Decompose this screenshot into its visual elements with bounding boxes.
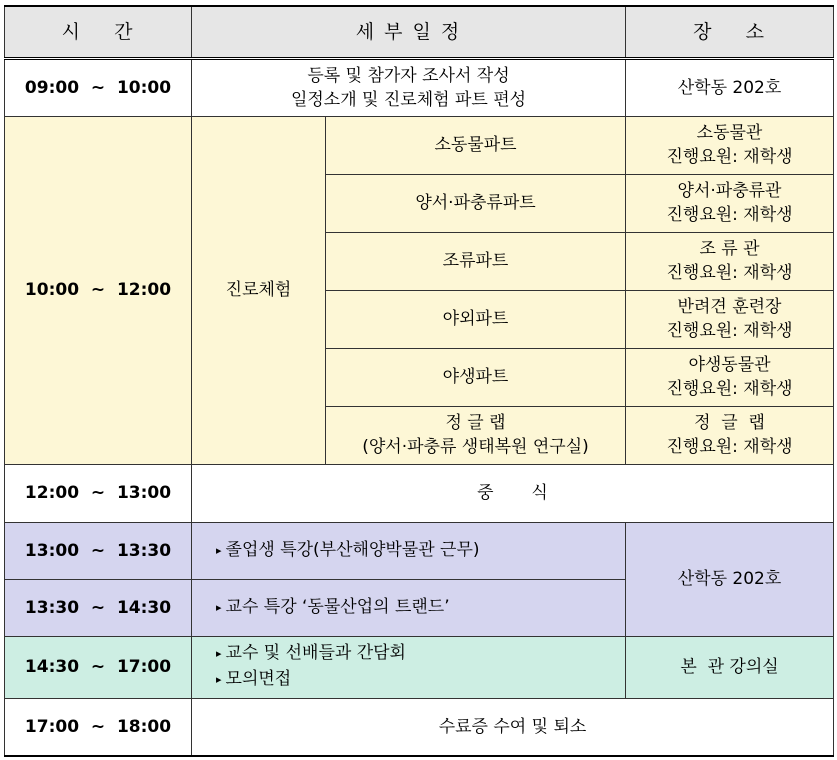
place-cell: [626, 406, 834, 464]
detail-cell: 중 식: [192, 464, 834, 522]
part-name-cell: 양서·파충류파트: [326, 174, 626, 232]
detail-line: 등록 및 참가자 조사서 작성: [307, 65, 510, 86]
row-lecture: [5, 522, 834, 579]
time-cell: 14:30 ~ 17:00: [5, 636, 192, 698]
part-name-line: 정 글 랩: [445, 413, 506, 433]
place-cell: [626, 174, 834, 232]
header-time: 시 간: [5, 6, 192, 58]
bullet-icon: ▸: [216, 673, 222, 686]
staff-line: 진행요원: 재학생: [666, 321, 793, 341]
part-subname-line: (양서·파충류 생태복원 연구실): [362, 437, 589, 457]
row-career-part: [5, 116, 834, 174]
schedule-table: [4, 5, 834, 757]
place-cell: 본 관 강의실: [626, 636, 834, 698]
place-line: 소동물관: [696, 123, 763, 143]
career-group-cell: 진로체험: [192, 116, 326, 464]
place-line: 야생동물관: [688, 355, 771, 375]
detail-line: [216, 641, 625, 667]
place-cell: [626, 116, 834, 174]
detail-text: 졸업생 특강(부산해양박물관 근무): [225, 539, 480, 560]
place-cell: [626, 348, 834, 406]
place-cell: 산학동 202호: [626, 522, 834, 636]
part-name-cell: [326, 406, 626, 464]
row-meeting: [5, 636, 834, 698]
row-closing: [5, 698, 834, 756]
time-cell: 10:00 ~ 12:00: [5, 116, 192, 464]
detail-line: [216, 667, 625, 693]
staff-line: 진행요원: 재학생: [666, 263, 793, 283]
part-name-cell: 조류파트: [326, 232, 626, 290]
detail-cell: [192, 58, 626, 116]
bullet-icon: ▸: [216, 543, 222, 557]
time-cell: 13:00 ~ 13:30: [5, 522, 192, 579]
staff-line: 진행요원: 재학생: [666, 437, 793, 457]
place-cell: [626, 290, 834, 348]
detail-text: 교수 특강 ‘동물산업의 트랜드’: [225, 596, 450, 617]
detail-text: 모의면접: [225, 669, 292, 689]
part-name-cell: 소동물파트: [326, 116, 626, 174]
place-line: 양서·파충류관: [677, 181, 782, 201]
row-registration: [5, 58, 834, 116]
staff-line: 진행요원: 재학생: [666, 147, 793, 167]
bullet-icon: ▸: [216, 647, 222, 660]
bullet-icon: ▸: [216, 600, 222, 614]
header-row: [5, 6, 834, 58]
part-name-cell: 야외파트: [326, 290, 626, 348]
detail-cell: [192, 579, 626, 636]
time-cell: 12:00 ~ 13:00: [5, 464, 192, 522]
header-detail: 세 부 일 정: [192, 6, 626, 58]
place-line: 조 류 관: [699, 239, 760, 259]
time-cell: 17:00 ~ 18:00: [5, 698, 192, 756]
row-lunch: [5, 464, 834, 522]
time-cell: 13:30 ~ 14:30: [5, 579, 192, 636]
place-line: 정 글 랩: [694, 413, 765, 433]
place-line: 반려견 훈련장: [677, 297, 782, 317]
detail-text: 교수 및 선배들과 간담회: [225, 643, 406, 663]
staff-line: 진행요원: 재학생: [666, 379, 793, 399]
place-cell: 산학동 202호: [626, 58, 834, 116]
detail-cell: 수료증 수여 및 퇴소: [192, 698, 834, 756]
detail-cell: [192, 522, 626, 579]
part-name-cell: 야생파트: [326, 348, 626, 406]
place-cell: [626, 232, 834, 290]
header-place: 장 소: [626, 6, 834, 58]
detail-line: 일정소개 및 진로체험 파트 편성: [290, 89, 527, 110]
time-cell: 09:00 ~ 10:00: [5, 58, 192, 116]
staff-line: 진행요원: 재학생: [666, 205, 793, 225]
detail-cell: [192, 636, 626, 698]
